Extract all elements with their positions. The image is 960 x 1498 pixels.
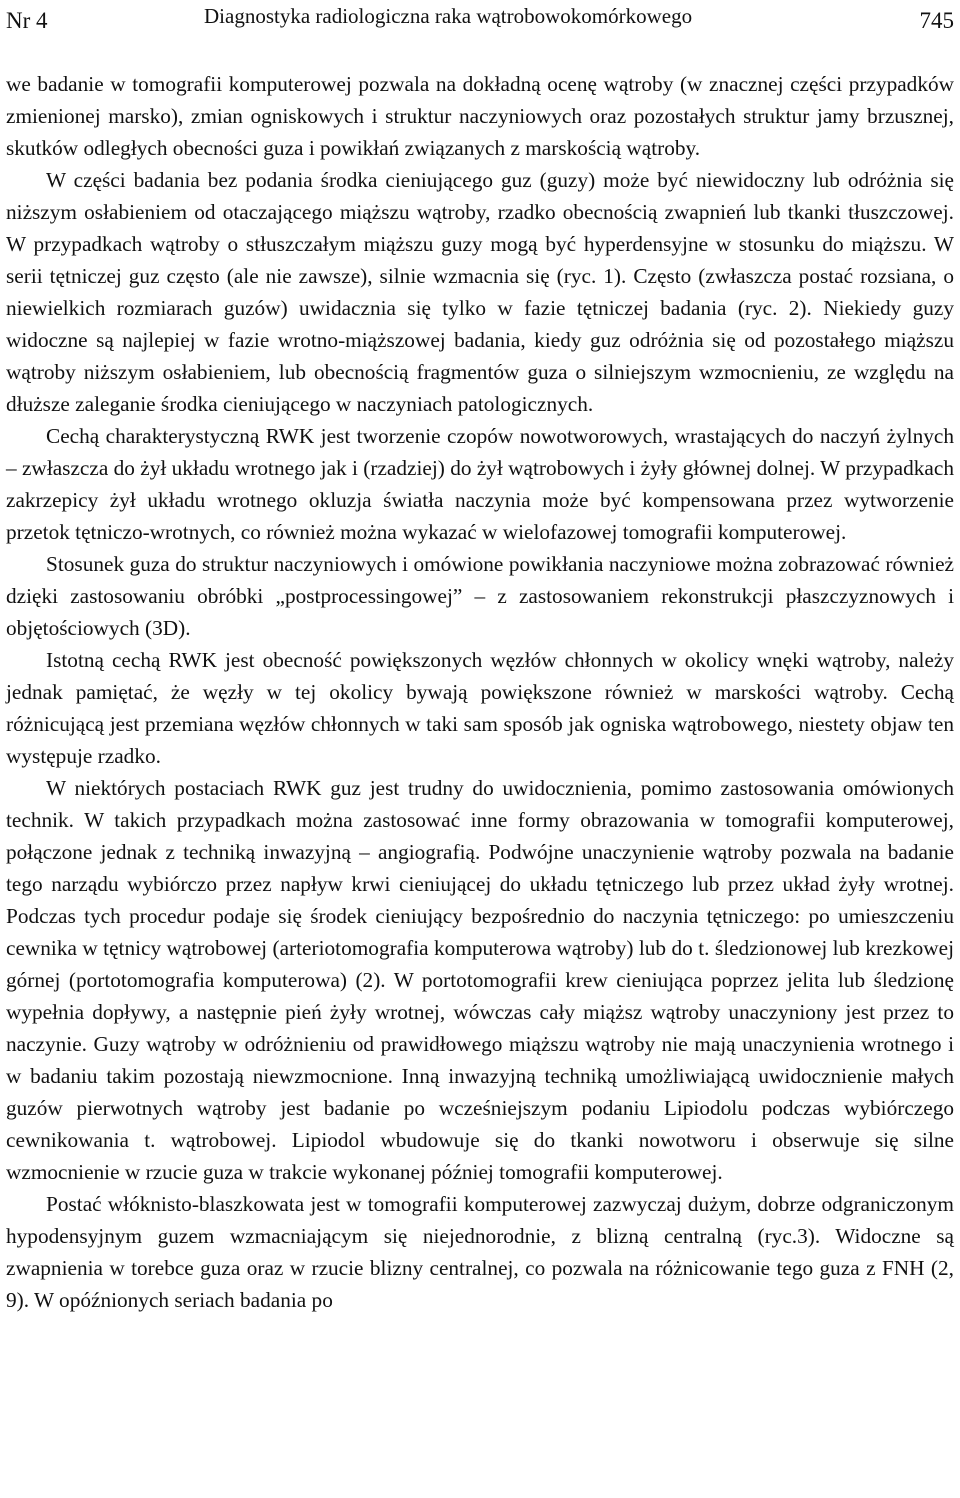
running-header [6, 4, 954, 38]
paragraph: W części badania bez podania środka cieniującego guz (guzy) może być niewidoczny lub odróżnia się niższym osłabieniem od otaczającego miąższu wątroby, rzadko obecnością zwapnień lub tkanki tłuszczowej. W przypadkach wątroby o stłuszczałym miąższu guzy mogą być hyperdensyjne w stosunku do miąższu. W serii tętniczej guz często (ale nie zawsze), silnie wzmacnia się (ryc. 1). Często (zwłaszcza postać rozsiana, o niewielkich rozmiarach guzów) uwidacznia się tylko w fazie tętniczej badania (ryc. 2). Niekiedy guzy widoczne są najlepiej w fazie wrotno-miąższowej badania, kiedy guz odróżnia się od pozostałego miąższu wątroby niższym osłabieniem, lub obecnością fragmentów guza o silniejszym wzmocnieniu, ze względu na dłuższe zaleganie środka cieniującego w naczyniach patologicznych. [6, 168, 954, 416]
body-text [6, 68, 954, 1316]
paragraph: Cechą charakterystyczną RWK jest tworzenie czopów nowotworowych, wrastających do naczyń żylnych – zwłaszcza do żył układu wrotnego jak i (rzadziej) do żył wątrobowych i żyły głównej dolnej. W przypadkach zakrzepicy żył układu wrotnego okluzja światła naczynia może być kompensowana przez wytworzenie przetok tętniczo-wrotnych, co również można wykazać w wielofazowej tomografii komputerowej. [6, 424, 954, 544]
paragraph: W niektórych postaciach RWK guz jest trudny do uwidocznienia, pomimo zastosowania omówionych technik. W takich przypadkach można zastosować inne formy obrazowania w tomografii komputerowej, połączone jednak z techniką inwazyjną – angiografią. Podwójne unaczynienie wątroby pozwala na badanie tego narządu wybiórczo przez napływ krwi cieniującej do układu tętniczego lub przez układ żyły wrotnej. Podczas tych procedur podaje się środek cieniujący bezpośrednio do naczynia tętniczego: po umieszczeniu cewnika w tętnicy wątrobowej (arteriotomografia komputerowa wątroby) lub do t. śledzionowej lub krezkowej górnej (portotomografia komputerowa) (2). W portotomografii krew cieniująca poprzez jelita lub śledzionę wypełnia dopływy, a następnie pień żyły wrotnej, wówczas cały miąższ wątroby unaczyniony jest przez to naczynie. Guzy wątroby w odróżnieniu od prawidłowego miąższu wątroby nie mają unaczynienia wrotnego i w badaniu takim pozostają niewzmocnione. Inną inwazyjną techniką umożliwiającą uwidocznienie małych guzów pierwotnych wątroby jest badanie po wcześniejszym podaniu Lipiodolu podczas wybiórczego cewnikowania t. wątrobowej. Lipiodol wbudowuje się do tkanki nowotworu i obserwuje się silne wzmocnienie w rzucie guza w trakcie wykonanej później tomografii komputerowej. [6, 776, 954, 1184]
paragraph: Istotną cechą RWK jest obecność powiększonych węzłów chłonnych w okolicy wnęki wątroby, należy jednak pamiętać, że węzły w tej okolicy bywają powiększone również w marskości wątroby. Cechą różnicującą jest przemiana węzłów chłonnych w taki sam sposób jak ogniska wątrobowego, niestety objaw ten występuje rzadko. [6, 648, 954, 768]
paragraph: Stosunek guza do struktur naczyniowych i omówione powikłania naczyniowe można zobrazować również dzięki zastosowaniu obróbki „postprocessingowej” – z zastosowaniem rekonstrukcji płaszczyznowych i objętościowych (3D). [6, 552, 954, 640]
issue-number: Nr 4 [6, 8, 48, 33]
paragraph-continued: we badanie w tomografii komputerowej pozwala na dokładną ocenę wątroby (w znacznej części przypadków zmienionej marsko), zmian ogniskowych i struktur naczyniowych oraz pozostałych struktur jamy brzusznej, skutków odległych obecności guza i powikłań związanych z marskością wątroby. [6, 72, 954, 160]
paragraph: Postać włóknisto-blaszkowata jest w tomografii komputerowej zazwyczaj dużym, dobrze odgraniczonym hypodensyjnym guzem wzmacniającym się niejednorodnie, z blizną centralną (ryc.3). Widoczne są zwapnienia w torebce guza oraz w rzucie blizny centralnej, co pozwala na różnicowanie tego guza z FNH (2, 9). W opóźnionych seriach badania po [6, 1192, 954, 1312]
page-number: 745 [919, 8, 954, 33]
running-title: Diagnostyka radiologiczna raka wątrobowokomórkowego [204, 4, 693, 28]
